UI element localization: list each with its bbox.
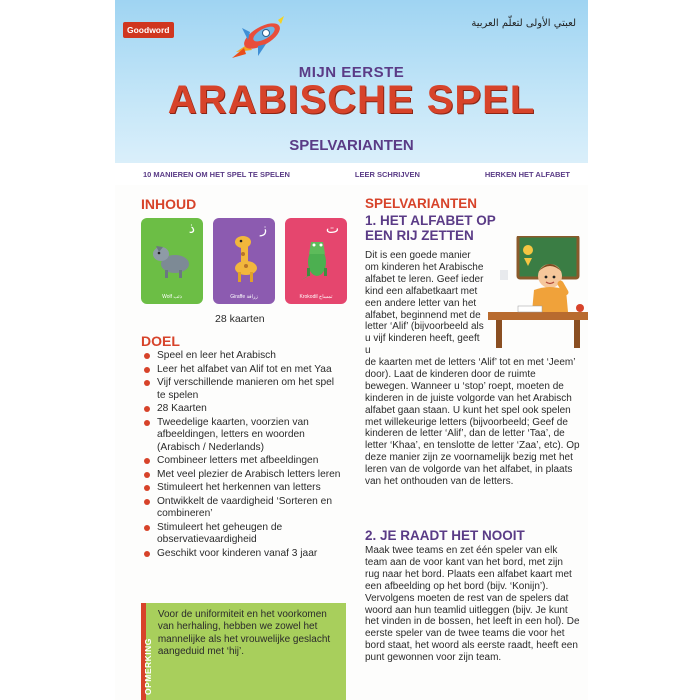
list-item: Stimuleert het herkennen van letters — [141, 482, 341, 494]
title-small: MIJN EERSTE — [298, 64, 405, 81]
list-item: Combineer letters met afbeeldingen — [141, 455, 341, 467]
note-text: Voor de uniformiteit en het voorkomen van herhaling, hebben we zowel het mannelijke als het vrouwelijke geslacht aangeduid met ‘hij’. — [157, 609, 331, 657]
list-item: Stimuleert het geheugen de observatievaardigheid — [141, 522, 341, 547]
note-tab — [141, 603, 153, 700]
card-letter: ز — [260, 221, 267, 237]
section1-text-intro: Dit is een goede manier om kinderen het Arabische alfabet te leren. Geef ieder kind een alfabetkaart met een andere letter van het alfabet, beginnend met de letter ‘Alif’ (bijvoorbeeld als u vijf kinderen heeft, geeft u — [365, 250, 484, 357]
feature-writing: LEER SCHRIJVEN — [354, 169, 420, 179]
list-item: Ontwikkelt de vaardigheid ‘Sorteren en combineren’ — [141, 496, 341, 521]
list-item: Met veel plezier de Arabisch letters leren — [141, 469, 341, 481]
card-samples — [141, 218, 351, 308]
card-letter: ت — [325, 221, 339, 237]
note-box — [141, 603, 346, 700]
title-main: ARABISCHE SPEL — [167, 78, 536, 122]
card-giraffe — [213, 218, 275, 304]
card-letter: ذ — [188, 221, 195, 237]
brand-logo: Goodword — [123, 22, 174, 38]
note-tab-label: OPMERKING — [143, 638, 153, 695]
feature-alphabet: HERKEN HET ALFABET — [484, 169, 570, 179]
doel-list — [141, 350, 341, 562]
card-caption: Wolf ذئب — [162, 294, 182, 300]
flyer-page — [115, 0, 588, 700]
section2-title: 2. JE RAADT HET NOOIT — [365, 528, 525, 543]
inhoud-heading: INHOUD — [141, 196, 197, 212]
list-item: Leer het alfabet van Alif tot en met Yaa — [141, 364, 341, 376]
classroom-boy-illustration — [488, 236, 588, 348]
list-item: Tweedelige kaarten, voorzien van afbeeldingen, letters en woorden (Arabisch / Nederlands) — [141, 417, 341, 454]
card-crocodile — [285, 218, 347, 304]
giraffe-icon — [219, 232, 269, 284]
rocket-icon — [228, 12, 288, 62]
header-banner — [115, 0, 588, 178]
card-wolf — [141, 218, 203, 304]
feature-strip — [115, 163, 588, 185]
subtitle: SPELVARIANTEN — [289, 137, 414, 154]
section1-title: 1. HET ALFABET OP EEN RIJ ZETTEN — [365, 213, 496, 243]
list-item: Vijf verschillende manieren om het spel te spelen — [141, 377, 341, 402]
card-caption: Giraffe زرافة — [230, 294, 258, 300]
doel-heading: DOEL — [141, 333, 180, 349]
card-count: 28 kaarten — [215, 313, 265, 325]
crocodile-icon — [291, 232, 341, 282]
list-item: Speel en leer het Arabisch — [141, 350, 341, 362]
section1-text-body: de kaarten met de letters ‘Alif’ tot en met ‘Jeem’ door). Laat de kinderen door de ruimte bewegen. Wanneer u ‘stop’ roept, moeten de kinderen in de juiste volgorde van het Arabisch alfabet gaan staan. U kunt het spel ook spelen met willekeurige letters (bijvoorbeeld; Geef de kinderen de letter ‘Alif’, dan de letter ‘Taa’, de letter ‘Khaa’, en tenslotte de letter ‘Zaa’, etc). Op deze manier zijn ze voornamelijk bezig met het leren van de volgorde van het alfabet, in plaats van het onthouden van de letters. — [365, 357, 580, 488]
arabic-tagline: لعبتي الأولى لتعلّم العربية — [471, 18, 576, 29]
list-item: Geschikt voor kinderen vanaf 3 jaar — [141, 548, 341, 560]
list-item: 28 Kaarten — [141, 403, 341, 415]
feature-ways: 10 MANIEREN OM HET SPEL TE SPELEN — [143, 169, 290, 179]
spelvarianten-heading: SPELVARIANTEN — [365, 196, 478, 211]
section2-text: Maak twee teams en zet één speler van elk team aan de voor kant van het bord, met zijn rug naar het bord. Plaats een alfabet kaart met een afbeelding op het bord (bijv. ‘Konijn’). Vervolgens moeten de rest van de spelers dat woord aan hun teamlid uitleggen (bijv. Je kunt het vinden in de bossen, het leeft in een hol). De eerste speler van de twee teams die voor het bord staat, het woord als eerste raadt, heeft een punt gewonnen voor zijn team. — [365, 545, 580, 664]
card-caption: Krokodil تمساح — [299, 294, 333, 300]
wolf-icon — [147, 232, 197, 282]
